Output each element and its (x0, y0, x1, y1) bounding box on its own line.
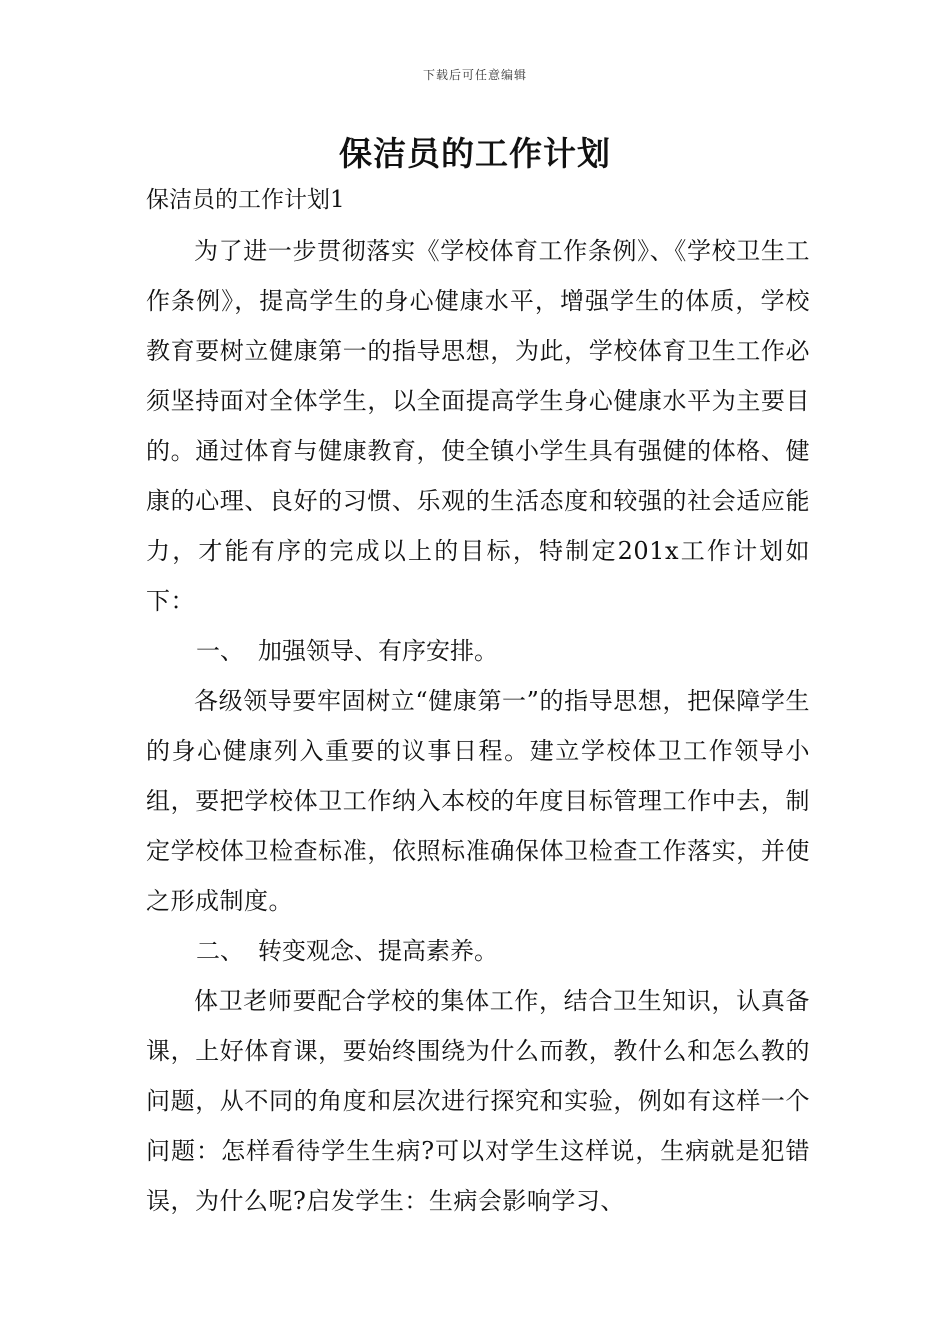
section-heading-1 (146, 626, 810, 676)
paragraph-intro: 为了进一步贯彻落实《学校体育工作条例》、《学校卫生工作条例》，提高学生的身心健康水平，增强学生的体质，学校教育要树立健康第一的指导思想，为此，学校体育卫生工作必须坚持面对全体学生，以全面提高学生身心健康水平为主要目的。通过体育与健康教育，使全镇小学生具有强健的体格、健康的心理、良好的习惯、乐观的生活态度和较强的社会适应能力，才能有序的完成以上的目标，特制定201x工作计划如下： (146, 237, 810, 615)
document-title: 保洁员的工作计划 (339, 134, 611, 173)
section-heading-number: 一、 (196, 637, 244, 665)
section-heading-text: 加强领导、有序安排。 (258, 637, 498, 665)
section-heading-text: 转变观念、提高素养。 (258, 937, 498, 965)
section-heading-2 (146, 926, 810, 976)
section-subtitle: 保洁员的工作计划1 (146, 187, 345, 213)
paragraph-leadership: 各级领导要牢固树立“健康第一”的指导思想，把保障学生的身心健康列入重要的议事日程。建立学校体卫工作领导小组，要把学校体卫工作纳入本校的年度目标管理工作中去，制定学校体卫检查标准，依照标准确保体卫检查工作落实，并使之形成制度。 (146, 687, 810, 915)
paragraph-teaching: 体卫老师要配合学校的集体工作，结合卫生知识，认真备课，上好体育课，要始终围绕为什么而教，教什么和怎么教的问题，从不同的角度和层次进行探究和实验，例如有这样一个问题：怎样看待学生生病?可以对学生这样说，生病就是犯错误，为什么呢?启发学生：生病会影响学习、 (146, 987, 810, 1215)
document-body (146, 180, 810, 1226)
section-heading-number: 二、 (196, 937, 244, 965)
header-note: 下载后可任意编辑 (422, 68, 527, 82)
